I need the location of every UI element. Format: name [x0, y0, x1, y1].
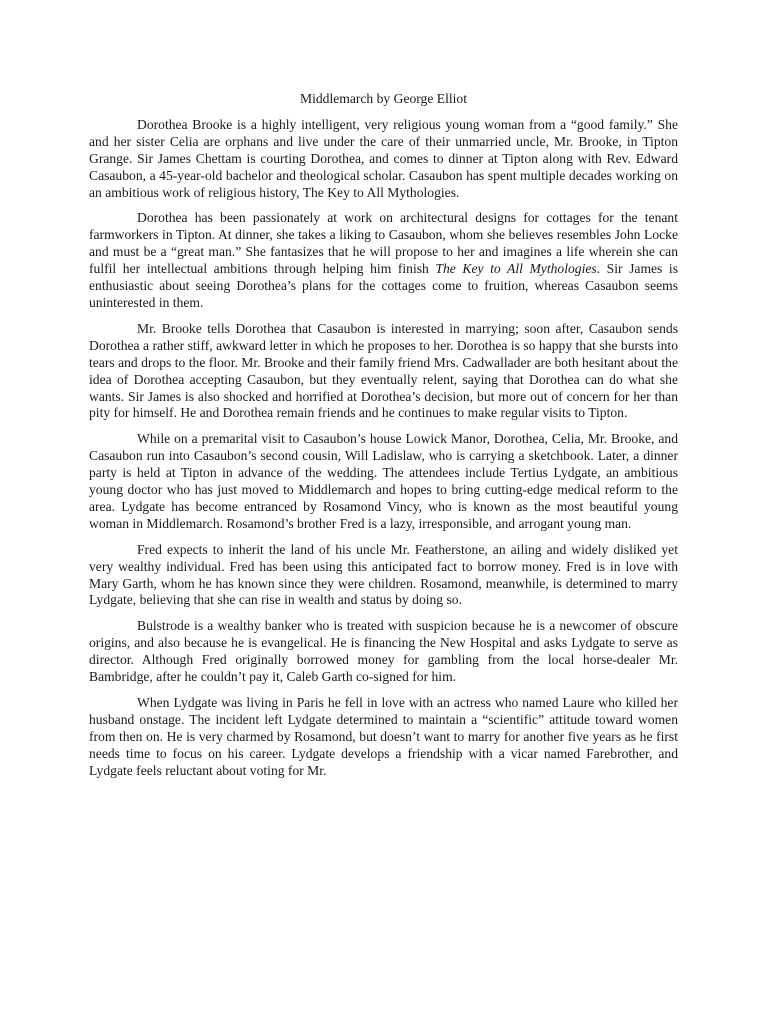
paragraph-2-text-before: Dorothea has been passionately at work on architectural designs for cottages for the tenant farmworkers in Tipton. At dinner, she takes a liking to Casaubon, whom she believes resembles John Locke and must be a “great man.” She fantasizes that he will propose to her and imagines a life wherein she can fulfil her intellectual ambitions through helping him finish — [89, 210, 678, 277]
document-title: Middlemarch by George Elliot — [300, 91, 467, 106]
paragraph-4: While on a premarital visit to Casaubon’s house Lowick Manor, Dorothea, Celia, Mr. Brooke, and Casaubon run into Casaubon’s second cousin, Will Ladislaw, who is carrying a sketchbook. Later, a dinner party is held at Tipton in advance of the wedding. The attendees include Tertius Lydgate, an ambitious young doctor who has just moved to Middlemarch and hopes to bring cutting-edge medical reform to the area. Lydgate has become entranced by Rosamond Vincy, who is known as the most beautiful young woman in Middlemarch. Rosamond’s brother Fred is a lazy, irresponsible, and arrogant young man. — [89, 431, 678, 531]
paragraph-1: Dorothea Brooke is a highly intelligent, very religious young woman from a “good family.” She and her sister Celia are orphans and live under the care of their unmarried uncle, Mr. Brooke, in Tipton Grange. Sir James Chettam is courting Dorothea, and comes to dinner at Tipton along with Rev. Edward Casaubon, a 45-year-old bachelor and theological scholar. Casaubon has spent multiple decades working on an ambitious work of religious history, The Key to All Mythologies. — [89, 116, 678, 200]
paragraph-5: Fred expects to inherit the land of his uncle Mr. Featherstone, an ailing and widely disliked yet very wealthy individual. Fred has been using this anticipated fact to borrow money. Fred is in love with Mary Garth, whom he has known since they were children. Rosamond, meanwhile, is determined to marry Lydgate, believing that she can rise in wealth and status by doing so. — [89, 541, 678, 608]
paragraph-2-text-after: . Sir James is enthusiastic about seeing Dorothea’s plans for the cottages come to fruition, whereas Casaubon seems uninterested in them. — [89, 261, 678, 310]
document-page — [89, 91, 678, 789]
paragraph-3: Mr. Brooke tells Dorothea that Casaubon is interested in marrying; soon after, Casaubon sends Dorothea a rather stiff, awkward letter in which he proposes to her. Dorothea is so happy that she bursts into tears and drops to the floor. Mr. Brooke and their family friend Mrs. Cadwallader are both hesitant about the idea of Dorothea accepting Casaubon, but they eventually relent, saying that Dorothea can do what she wants. Sir James is also shocked and horrified at Dorothea’s decision, but more out of concern for her than pity for himself. He and Dorothea remain friends and he continues to make regular visits to Tipton. — [89, 320, 678, 421]
book-title-italic: The Key to All Mythologies — [435, 261, 597, 277]
paragraph-7: When Lydgate was living in Paris he fell in love with an actress who named Laure who killed her husband onstage. The incident left Lydgate determined to maintain a “scientific” attitude toward women from then on. He is very charmed by Rosamond, but doesn’t want to marry for another five years as he first needs time to focus on his career. Lydgate develops a friendship with a vicar named Farebrother, and Lydgate feels reluctant about voting for Mr. — [89, 695, 678, 778]
paragraph-2 — [89, 210, 678, 311]
paragraph-6: Bulstrode is a wealthy banker who is treated with suspicion because he is a newcomer of obscure origins, and also because he is evangelical. He is financing the New Hospital and asks Lydgate to serve as director. Although Fred originally borrowed money for gambling from the local horse-dealer Mr. Bambridge, after he couldn’t pay it, Caleb Garth co-signed for him. — [89, 618, 678, 685]
